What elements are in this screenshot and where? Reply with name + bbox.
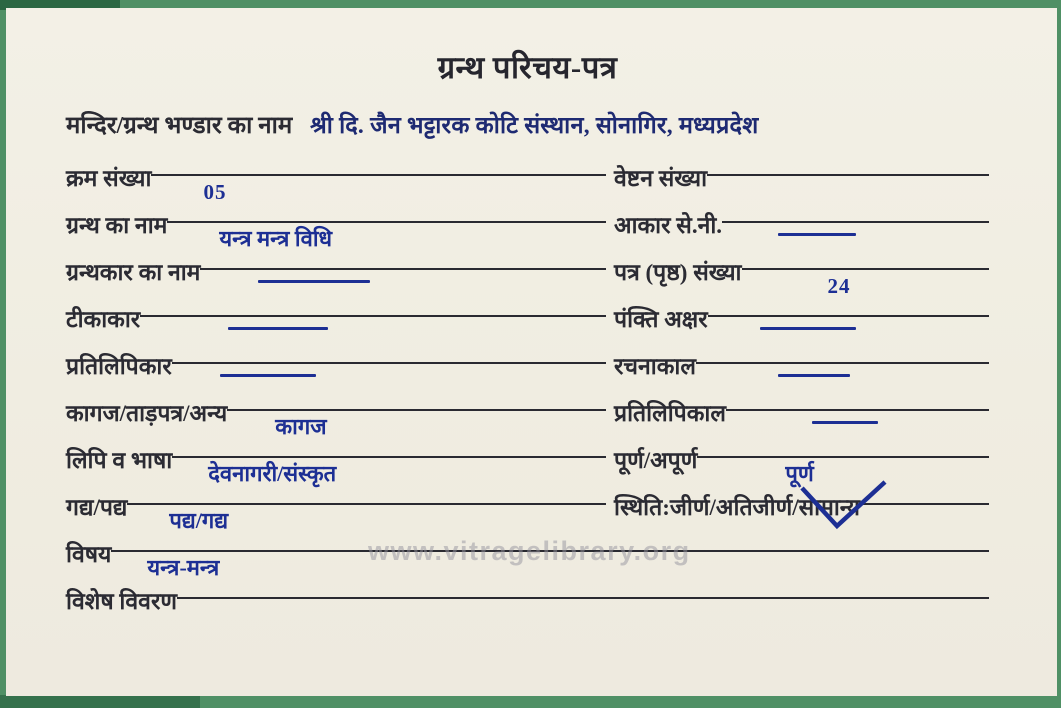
- fill-line: [151, 174, 606, 207]
- field-value: देवनागरी/संस्कृत: [208, 461, 337, 486]
- field-value: 24: [827, 274, 851, 298]
- scan-edge-shadow-bottom: [0, 695, 200, 708]
- fill-line: [860, 503, 989, 505]
- condition-options-text: स्थिति:जीर्ण/अतिजीर्ण/: [614, 495, 799, 520]
- fill-line: [742, 268, 990, 301]
- field-row-prose-verse: [66, 490, 606, 537]
- field-row-copy-date: [606, 396, 989, 443]
- fill-line: [177, 597, 989, 599]
- temple-name-value: श्री दि. जैन भट्टारक कोटि संस्थान, सोनागिर, मध्यप्रदेश: [310, 113, 759, 139]
- fill-line: [707, 174, 989, 176]
- field-row-copyist: [66, 349, 606, 396]
- field-label: क्रम संख्या: [66, 166, 152, 191]
- field-label: गद्य/पद्य: [66, 495, 128, 520]
- field-row-granth-name: [66, 208, 606, 255]
- field-label: रचनाकाल: [614, 354, 696, 379]
- field-row-composition-date: [606, 349, 989, 396]
- field-value: 05: [203, 180, 227, 204]
- field-label: प्रतिलिपिकार: [66, 354, 172, 379]
- fields-grid: [66, 161, 989, 537]
- field-label: प्रतिलिपिकाल: [614, 401, 726, 426]
- field-row-page-count: [606, 255, 989, 302]
- field-label: पूर्ण/अपूर्ण: [614, 448, 698, 473]
- blank-dash-mark: [778, 374, 850, 377]
- temple-name-row: [66, 108, 989, 141]
- fill-line: [708, 315, 989, 330]
- field-label: ग्रन्थकार का नाम: [66, 260, 201, 285]
- field-value: कागज: [275, 414, 327, 439]
- field-label: वेष्टन संख्या: [614, 166, 708, 191]
- field-label: विशेष विवरण: [66, 589, 177, 614]
- fill-line: [167, 221, 606, 254]
- field-value: पद्य/गद्य: [169, 508, 229, 533]
- field-label: कागज/ताड़पत्र/अन्य: [66, 401, 228, 426]
- blank-dash-mark: [220, 374, 316, 377]
- field-label: टीकाकार: [66, 307, 141, 332]
- document-title: ग्रन्थ परिचय-पत्र: [437, 50, 618, 85]
- library-watermark: www.vitragelibrary.org: [368, 536, 691, 566]
- fill-line: [696, 362, 989, 377]
- field-row-complete-incomplete: [606, 443, 989, 490]
- condition-checked-option: [799, 490, 860, 526]
- field-label: विषय: [66, 542, 112, 567]
- field-row-lines-letters: [606, 302, 989, 349]
- fill-line: [227, 409, 606, 442]
- field-label: आकार से.नी.: [614, 213, 723, 238]
- field-row-material: [66, 396, 606, 443]
- field-row-bundle-number: [606, 161, 989, 208]
- field-label: लिपि व भाषा: [66, 448, 173, 473]
- fill-line: [140, 315, 606, 330]
- blank-dash-mark: [760, 327, 856, 330]
- field-value: पूर्ण: [785, 461, 814, 486]
- field-row-condition: [606, 490, 989, 537]
- field-row-commentator: [66, 302, 606, 349]
- fill-line: [200, 268, 606, 283]
- condition-checked-text: सामान्य: [798, 495, 860, 520]
- blank-dash-mark: [228, 327, 328, 330]
- field-value: यन्त्र मन्त्र विधि: [219, 226, 333, 251]
- fill-line: [172, 362, 606, 377]
- field-label: पंक्ति अक्षर: [614, 307, 708, 332]
- fill-line: [697, 456, 989, 489]
- field-row-size-cm: [606, 208, 989, 255]
- fill-line: [127, 503, 606, 536]
- blank-dash-mark: [778, 233, 856, 236]
- field-row-script-language: [66, 443, 606, 490]
- fill-line: [722, 221, 989, 236]
- temple-name-label: मन्दिर/ग्रन्थ भण्डार का नाम: [66, 113, 293, 139]
- field-label: ग्रन्थ का नाम: [66, 213, 168, 238]
- field-row-serial-number: [66, 161, 606, 208]
- fill-line: [726, 409, 989, 424]
- field-row-special-details: [66, 584, 989, 631]
- field-row-author-name: [66, 255, 606, 302]
- manuscript-catalog-card: [6, 8, 1057, 696]
- fill-line: [172, 456, 606, 489]
- field-label: [614, 490, 860, 526]
- field-value: यन्त्र-मन्त्र: [147, 555, 220, 580]
- blank-dash-mark: [258, 280, 370, 283]
- field-label: पत्र (पृष्ठ) संख्या: [614, 260, 742, 285]
- blank-dash-mark: [812, 421, 878, 424]
